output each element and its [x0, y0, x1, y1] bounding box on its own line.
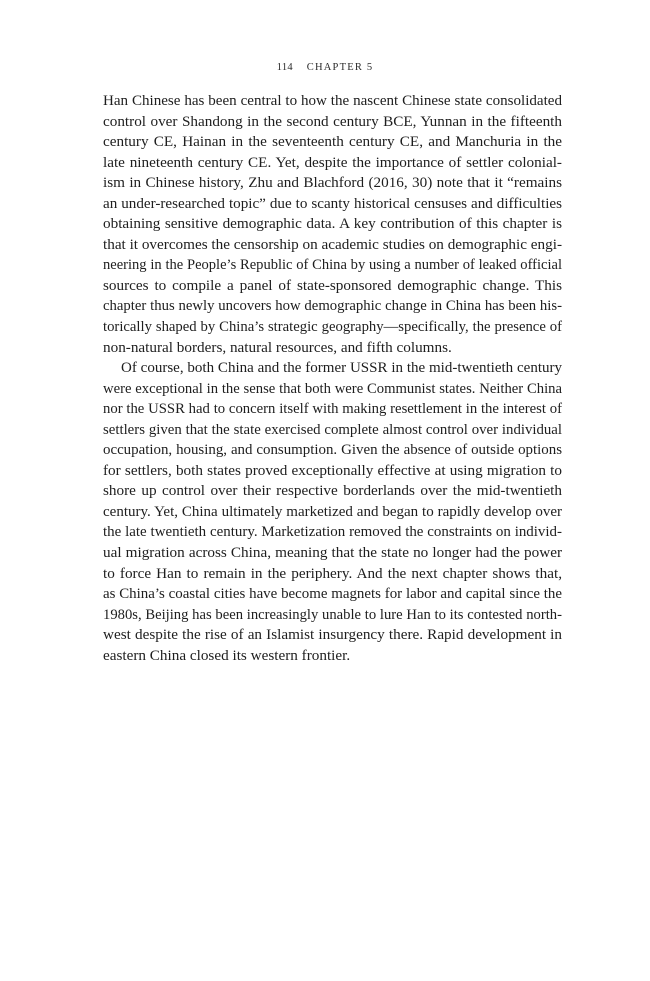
text-line: shore up control over their respective borderlands over the mid-twentieth	[103, 482, 562, 500]
text-line: west despite the rise of an Islamist insurgency there. Rapid development in	[103, 626, 562, 644]
text-line: eastern China closed its western frontier.	[103, 646, 351, 664]
text-line: an under-researched topic” due to scanty historical censuses and difficulties	[103, 195, 562, 212]
text-line: century CE, Hainan in the seventeenth century CE, and Manchuria in the	[103, 133, 562, 151]
text-line: as China’s coastal cities have become magnets for labor and capital since the	[103, 586, 562, 603]
text-line: torically shaped by China’s strategic geography—specifically, the presence of	[103, 319, 562, 336]
text-line: obtaining sensitive demographic data. A key contribution of this chapter is	[103, 215, 562, 233]
body-text	[103, 91, 562, 666]
running-head	[0, 62, 650, 73]
chapter-label: CHAPTER 5	[306, 62, 374, 73]
text-line: were exceptional in the sense that both were Communist states. Neither China	[103, 380, 562, 397]
paragraph-1	[103, 91, 562, 358]
text-line: the late twentieth century. Marketization removed the constraints on individ-	[103, 524, 562, 541]
text-line: ual migration across China, meaning that the state no longer had the power	[103, 544, 562, 562]
text-line: Han Chinese has been central to how the nascent Chinese state consolidated	[103, 93, 562, 109]
text-line: that it overcomes the censorship on academic studies on demographic engi-	[103, 235, 562, 253]
text-line: nor the USSR had to concern itself with making resettlement in the interest of	[103, 401, 562, 418]
text-line: chapter thus newly uncovers how demographic change in China has been his-	[103, 298, 562, 315]
text-line: late nineteenth century CE. Yet, despite the importance of settler colonial-	[103, 153, 562, 171]
text-line: for settlers, both states proved exceptionally effective at using migration to	[103, 461, 562, 479]
text-line: sources to compile a panel of state-sponsored demographic change. This	[103, 276, 562, 294]
text-line: century. Yet, China ultimately marketized and began to rapidly develop over	[103, 503, 562, 520]
paragraph-2	[103, 358, 562, 666]
text-line: occupation, housing, and consumption. Given the absence of outside options	[103, 442, 562, 459]
text-line: settlers given that the state exercised complete almost control over individual	[103, 421, 562, 438]
text-line: 1980s, Beijing has been increasingly unable to lure Han to its contested north-	[103, 606, 562, 623]
text-line: ism in Chinese history, Zhu and Blachford (2016, 30) note that it “remains	[103, 174, 562, 192]
text-line: Of course, both China and the former USSR in the mid-twentieth century	[121, 360, 562, 377]
text-line: neering in the People’s Republic of China by using a number of leaked official	[103, 257, 562, 274]
page-number: 114	[276, 62, 293, 73]
text-line: to force Han to remain in the periphery. And the next chapter shows that,	[103, 564, 562, 582]
text-line: control over Shandong in the second century BCE, Yunnan in the fifteenth	[103, 112, 562, 130]
text-line: non-natural borders, natural resources, and fifth columns.	[103, 338, 452, 356]
